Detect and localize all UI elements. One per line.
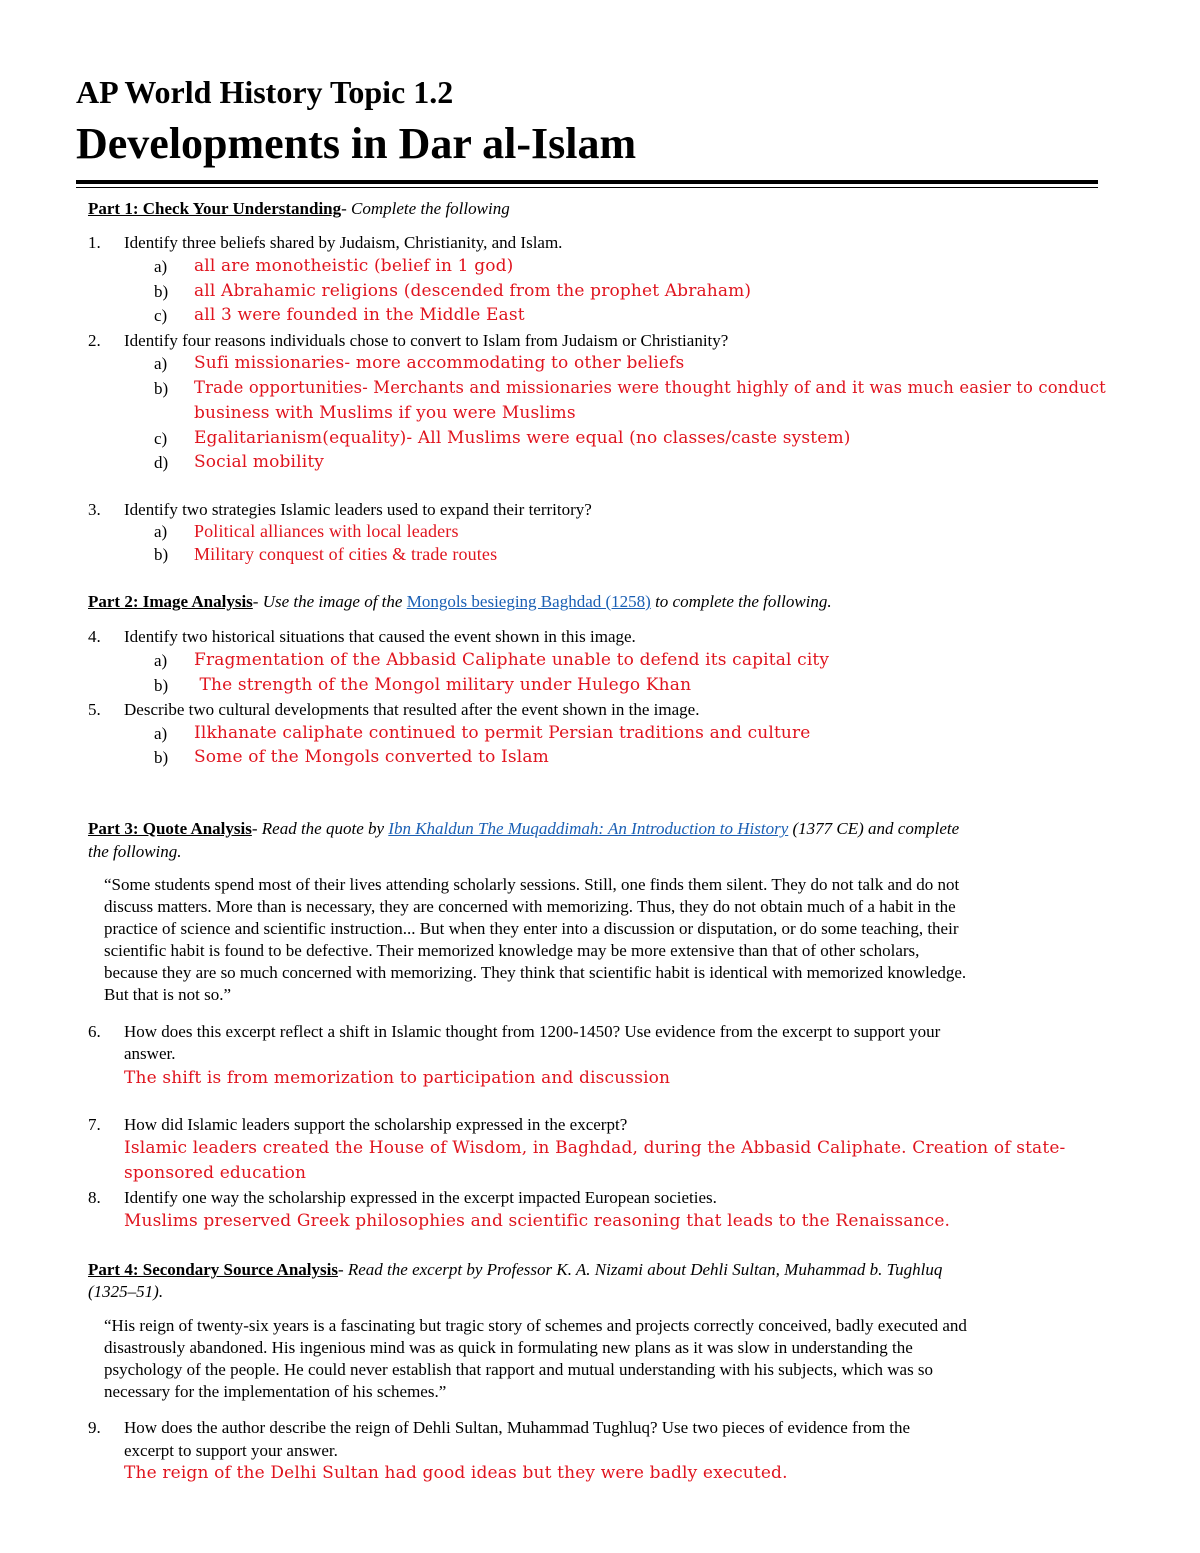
khaldun-quote-line-5: because they are so much concerned with memorizing. They think that scientific habit is identical with memorized knowledge. <box>104 963 967 982</box>
q7-number: 7. <box>88 1115 101 1134</box>
q5-text: Describe two cultural developments that resulted after the event shown in the image. <box>124 700 700 719</box>
khaldun-quote-line-4: scientific habit is found to be defective. Their memorized knowledge may be more extensive than that of other scholars, <box>104 941 920 960</box>
q9-text: How does the author describe the reign of Dehli Sultan, Muhammad Tughluq? Use two pieces of evidence from the <box>124 1418 911 1437</box>
part4-instruction: - Read the excerpt by Professor K. A. Nizami about Dehli Sultan, Muhammad b. Tughluq <box>337 1260 943 1279</box>
q4-text: Identify two historical situations that caused the event shown in this image. <box>124 627 636 646</box>
part3-heading: Part 3: Quote Analysis <box>88 819 252 838</box>
nizami-quote-line-4: necessary for the implementation of his schemes.” <box>104 1382 447 1401</box>
topic-heading: AP World History Topic 1.2 <box>76 74 454 110</box>
q9-text-cont: excerpt to support your answer. <box>124 1441 338 1460</box>
part1-header-line <box>88 198 510 220</box>
part2-instruction-pre: - Use the image of the <box>252 592 407 611</box>
part3-instruction-post: (1377 CE) and complete <box>788 819 960 838</box>
part2-heading: Part 2: Image Analysis <box>88 592 253 611</box>
mongols-image-link[interactable]: Mongols besieging Baghdad (1258) <box>406 592 651 611</box>
q6-number: 6. <box>88 1022 101 1041</box>
q6-answer: The shift is from memorization to participation and discussion <box>124 1068 671 1088</box>
part4-heading: Part 4: Secondary Source Analysis <box>88 1260 338 1279</box>
q2-d-label: d) <box>154 453 169 472</box>
q2-a-answer: Sufi missionaries- more accommodating to other beliefs <box>194 353 685 373</box>
part2-header-line <box>88 591 832 613</box>
q4-a-label: a) <box>154 651 168 670</box>
q8-answer: Muslims preserved Greek philosophies and scientific reasoning that leads to the Renaissance. <box>124 1211 951 1231</box>
q3-b-label: b) <box>154 545 169 564</box>
nizami-quote-line-3: psychology of the people. He could never establish that rapport and mutual understanding with his subjects, which was so <box>104 1360 934 1379</box>
q2-number: 2. <box>88 331 101 350</box>
nizami-quote-line-2: disastrously abandoned. His ingenious mind was as quick in formulating new plans as it was slow in understanding the <box>104 1338 913 1357</box>
part4-instruction-line2: (1325–51). <box>88 1282 164 1301</box>
q5-number: 5. <box>88 700 101 719</box>
part2-instruction-post: to complete the following. <box>650 592 832 611</box>
q4-a-answer: Fragmentation of the Abbasid Caliphate unable to defend its capital city <box>194 650 830 670</box>
q1-a-answer: all are monotheistic (belief in 1 god) <box>194 256 514 276</box>
khaldun-quote-line-3: practice of science and scientific instruction... But when they enter into a discussion or disputation, or do some teaching, their <box>104 919 959 938</box>
q7-answer: Islamic leaders created the House of Wisdom, in Baghdad, during the Abbasid Caliphate. Creation of state- <box>124 1138 1066 1158</box>
q3-number: 3. <box>88 500 101 519</box>
part1-heading: Part 1: Check Your Understanding <box>88 199 342 218</box>
part3-header-line <box>88 818 959 840</box>
q1-number: 1. <box>88 233 101 252</box>
khaldun-quote-line-1: “Some students spend most of their lives attending scholarly sessions. Still, one finds them silent. They do not talk and do not <box>104 875 960 894</box>
q9-answer: The reign of the Delhi Sultan had good ideas but they were badly executed. <box>124 1463 788 1483</box>
part3-instruction-line2: the following. <box>88 842 182 861</box>
q2-b-answer-cont: business with Muslims if you were Muslims <box>194 403 576 423</box>
part4-header-line <box>88 1259 942 1281</box>
q6-text-cont: answer. <box>124 1044 176 1063</box>
ibn-khaldun-link[interactable]: Ibn Khaldun The Muqaddimah: An Introduction to History <box>388 819 789 838</box>
title-rule-thin <box>76 187 1098 188</box>
q3-b-answer: Military conquest of cities & trade routes <box>194 544 498 564</box>
khaldun-quote-line-6: But that is not so.” <box>104 985 232 1004</box>
nizami-quote-line-1: “His reign of twenty-six years is a fascinating but tragic story of schemes and projects correctly conceived, badly executed and <box>104 1316 967 1335</box>
q2-b-label: b) <box>154 379 169 398</box>
q4-number: 4. <box>88 627 101 646</box>
q3-a-answer: Political alliances with local leaders <box>194 521 459 541</box>
q5-b-answer: Some of the Mongols converted to Islam <box>194 747 549 767</box>
q1-c-answer: all 3 were founded in the Middle East <box>194 305 525 325</box>
q6-text: How does this excerpt reflect a shift in Islamic thought from 1200-1450? Use evidence from the excerpt to support your <box>124 1022 941 1041</box>
q3-a-label: a) <box>154 522 168 541</box>
title-rule-thick <box>76 180 1098 184</box>
q8-number: 8. <box>88 1188 101 1207</box>
q2-d-answer: Social mobility <box>194 452 325 472</box>
q4-b-answer: The strength of the Mongol military under Hulego Khan <box>194 675 692 695</box>
q5-a-label: a) <box>154 724 168 743</box>
q2-b-answer: Trade opportunities- Merchants and missionaries were thought highly of and it was much easier to conduct <box>194 378 1106 397</box>
q1-text: Identify three beliefs shared by Judaism, Christianity, and Islam. <box>124 233 563 252</box>
page-title: Developments in Dar al-Islam <box>76 119 637 168</box>
q5-b-label: b) <box>154 748 169 767</box>
q1-c-label: c) <box>154 306 168 325</box>
q7-answer-cont: sponsored education <box>124 1163 307 1183</box>
q8-text: Identify one way the scholarship expressed in the excerpt impacted European societies. <box>124 1188 717 1207</box>
part3-instruction-pre: - Read the quote by <box>251 819 389 838</box>
q4-b-label: b) <box>154 676 169 695</box>
part1-instruction: - Complete the following <box>341 199 510 218</box>
q3-text: Identify two strategies Islamic leaders used to expand their territory? <box>124 500 592 519</box>
q1-b-answer: all Abrahamic religions (descended from the prophet Abraham) <box>194 281 752 301</box>
q1-b-label: b) <box>154 282 169 301</box>
khaldun-quote-line-2: discuss matters. More than is necessary, they are concerned with memorizing. Thus, they do not obtain much of a habit in the <box>104 897 956 916</box>
q5-a-answer: Ilkhanate caliphate continued to permit Persian traditions and culture <box>194 723 811 743</box>
q1-a-label: a) <box>154 257 168 276</box>
q7-text: How did Islamic leaders support the scholarship expressed in the excerpt? <box>124 1115 628 1134</box>
q2-text: Identify four reasons individuals chose to convert to Islam from Judaism or Christianity? <box>124 331 729 350</box>
q9-number: 9. <box>88 1418 101 1437</box>
q2-a-label: a) <box>154 354 168 373</box>
q2-c-answer: Egalitarianism(equality)- All Muslims were equal (no classes/caste system) <box>194 428 851 448</box>
q2-c-label: c) <box>154 429 168 448</box>
